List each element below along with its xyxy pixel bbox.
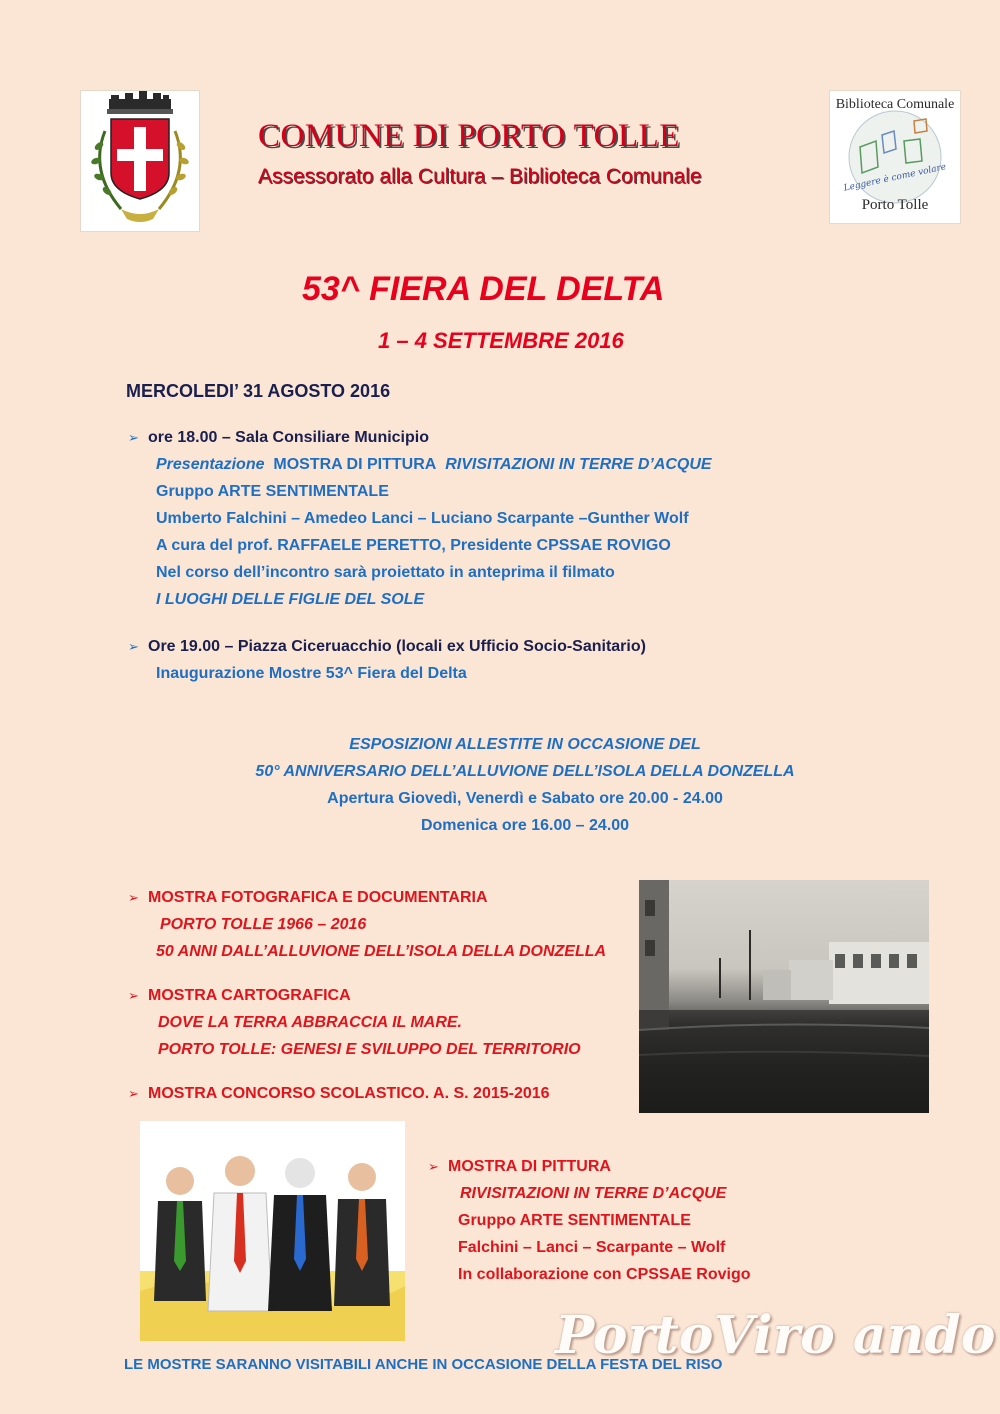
program-item-2-heading <box>128 633 646 660</box>
arrow-bullet-icon: ➢ <box>128 639 139 654</box>
exhibition-1-line-2: 50 ANNI DALL’ALLUVIONE DELL’ISOLA DELLA DONZELLA <box>156 943 607 960</box>
program-item-1-line-2: Gruppo ARTE SENTIMENTALE <box>156 483 389 500</box>
program-item-1-line-6: I LUOGHI DELLE FIGLIE DEL SOLE <box>156 591 425 608</box>
page-subtitle: Assessorato alla Cultura – Biblioteca Comunale <box>258 165 702 188</box>
painting-artists-icon <box>140 1121 405 1341</box>
exhibitions-line-1: ESPOSIZIONI ALLESTITE IN OCCASIONE DEL <box>349 736 701 753</box>
library-logo-top-text: Biblioteca Comunale <box>835 97 955 112</box>
exhibition-list <box>128 884 606 1107</box>
exhibition-3-title <box>128 1080 606 1107</box>
page-title: COMUNE DI PORTO TOLLE <box>258 118 680 154</box>
exhibition-4-line-4: In collaborazione con CPSSAE Rovigo <box>458 1266 751 1283</box>
exhibition-1-title-text: MOSTRA FOTOGRAFICA E DOCUMENTARIA <box>148 889 488 906</box>
exhibitions-line-4: Domenica ore 16.00 – 24.00 <box>420 817 630 834</box>
event-dates: 1 – 4 SETTEMBRE 2016 <box>378 328 624 353</box>
exhibition-4-title-text: MOSTRA DI PITTURA <box>448 1158 611 1175</box>
exhibition-2-title <box>128 982 606 1009</box>
flood-photo <box>639 880 929 1113</box>
exhibition-1-line-1: PORTO TOLLE 1966 – 2016 <box>160 916 367 933</box>
exhibition-4-line-3: Falchini – Lanci – Scarpante – Wolf <box>458 1239 726 1256</box>
exhibition-label: MOSTRA DI PITTURA <box>273 456 437 473</box>
program-item-1-line-1 <box>156 451 712 478</box>
coat-of-arms-logo <box>80 90 200 232</box>
program-item-2-line-1: Inaugurazione Mostre 53^ Fiera del Delta <box>156 665 467 682</box>
exhibitions-line-3: Apertura Giovedì, Venerdì e Sabato ore 20.00 - 24.00 <box>327 790 723 807</box>
exhibition-4-title <box>428 1153 750 1180</box>
painting-image <box>140 1121 405 1341</box>
program-item-1 <box>128 424 712 613</box>
arrow-bullet-icon: ➢ <box>128 1086 139 1101</box>
exhibition-title: RIVISITAZIONI IN TERRE D’ACQUE <box>445 456 712 473</box>
library-logo <box>829 90 961 224</box>
coat-of-arms-icon <box>81 91 199 231</box>
exhibition-4-line-2: Gruppo ARTE SENTIMENTALE <box>458 1212 691 1229</box>
footer-note: LE MOSTRE SARANNO VISITABILI ANCHE IN OCCASIONE DELLA FESTA DEL RISO <box>124 1356 723 1373</box>
presentation-label: Presentazione <box>156 456 265 473</box>
program-item-2-heading-text: Ore 19.00 – Piazza Ciceruacchio (locali ex Ufficio Socio-Sanitario) <box>148 638 646 655</box>
program-item-1-heading <box>128 424 712 451</box>
exhibitions-line-2: 50° ANNIVERSARIO DELL’ALLUVIONE DELL’ISOLA DELLA DONZELLA <box>255 763 795 780</box>
program-item-1-line-5: Nel corso dell’incontro sarà proiettato in anteprima il filmato <box>156 564 615 581</box>
exhibitions-info <box>100 731 950 839</box>
program-item-1-line-3: Umberto Falchini – Amedeo Lanci – Luciano Scarpante –Gunther Wolf <box>156 510 689 527</box>
exhibition-2-line-1: DOVE LA TERRA ABBRACCIA IL MARE. <box>158 1014 462 1031</box>
library-logo-bottom-text: Porto Tolle <box>861 197 929 213</box>
exhibition-2-title-text: MOSTRA CARTOGRAFICA <box>148 987 351 1004</box>
program-item-1-line-4: A cura del prof. RAFFAELE PERETTO, Presidente CPSSAE ROVIGO <box>156 537 671 554</box>
arrow-bullet-icon: ➢ <box>128 988 139 1003</box>
arrow-bullet-icon: ➢ <box>128 890 139 905</box>
exhibition-4 <box>428 1153 750 1288</box>
arrow-bullet-icon: ➢ <box>428 1159 439 1174</box>
program-item-1-heading-text: ore 18.00 – Sala Consiliare Municipio <box>148 429 429 446</box>
day-heading: MERCOLEDI’ 31 AGOSTO 2016 <box>126 381 391 401</box>
exhibition-2-line-2: PORTO TOLLE: GENESI E SVILUPPO DEL TERRITORIO <box>158 1041 581 1058</box>
flood-photo-scene-icon <box>639 880 929 1113</box>
exhibition-1-title <box>128 884 606 911</box>
exhibition-3-title-text: MOSTRA CONCORSO SCOLASTICO. A. S. 2015-2016 <box>148 1085 550 1102</box>
exhibition-4-line-1: RIVISITAZIONI IN TERRE D’ACQUE <box>460 1185 727 1202</box>
library-logo-motto: Leggere è come volare <box>842 162 948 194</box>
arrow-bullet-icon: ➢ <box>128 430 139 445</box>
program-item-2 <box>128 633 646 687</box>
event-title: 53^ FIERA DEL DELTA <box>302 270 665 308</box>
watermark-logo: PortoViro ando <box>555 1305 996 1366</box>
